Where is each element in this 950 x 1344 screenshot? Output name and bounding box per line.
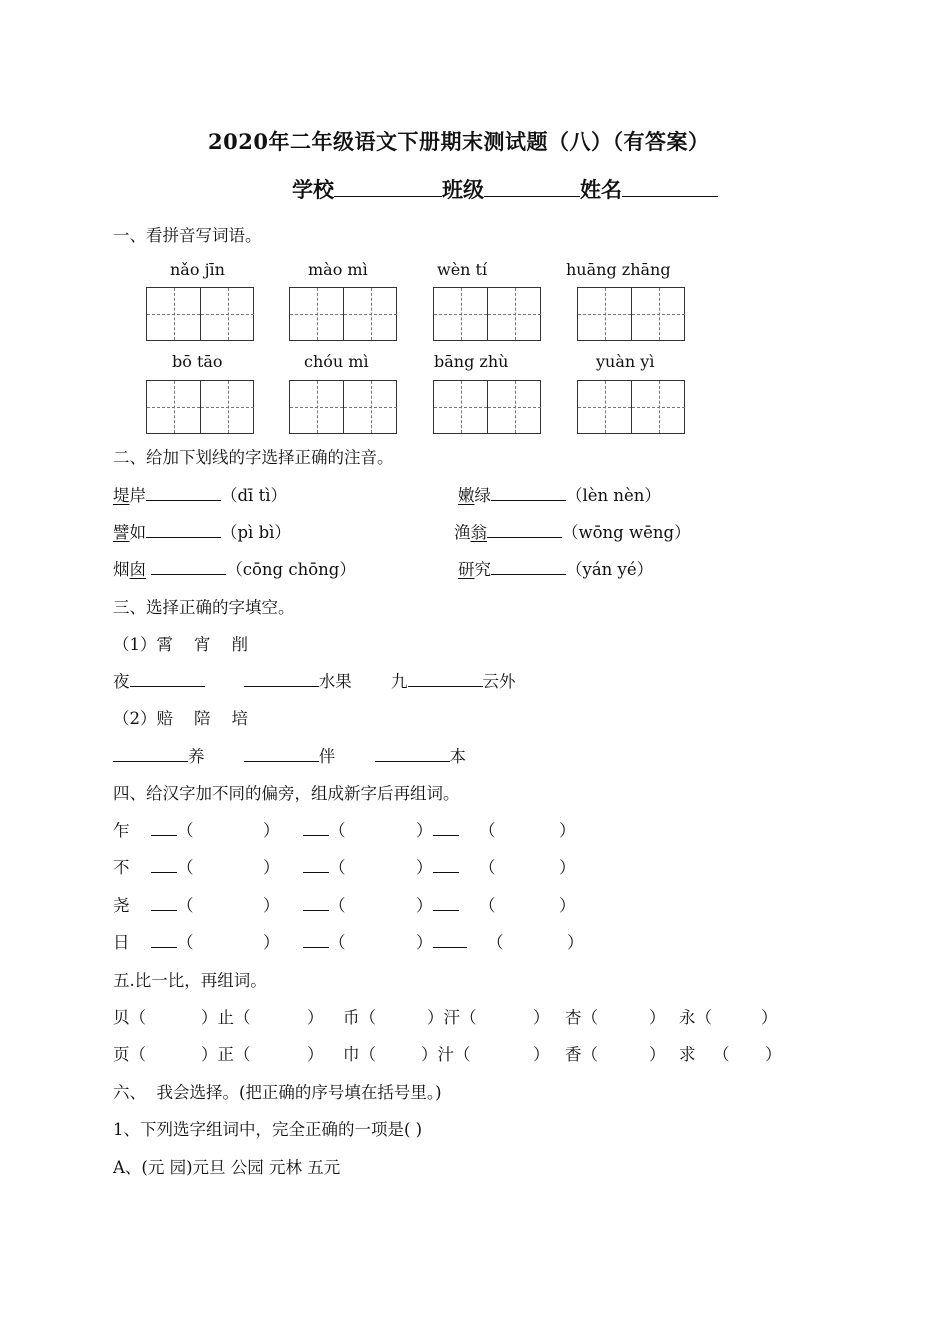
section6-heading: 六、 我会选择。(把正确的序号填在括号里。) [113, 1083, 442, 1102]
answer-blank[interactable] [113, 747, 188, 762]
radical-row: 不 （ ） （ ） （ ） [113, 858, 576, 877]
section5-heading: 五.比一比，再组词。 [113, 971, 267, 990]
writing-grid[interactable] [146, 287, 254, 341]
answer-blank[interactable] [151, 821, 177, 836]
answer-blank[interactable] [151, 933, 177, 948]
writing-grid[interactable] [577, 380, 685, 434]
writing-grid[interactable] [289, 287, 397, 341]
answer-blank[interactable] [303, 896, 329, 911]
name-blank[interactable] [622, 174, 718, 197]
answer-blank[interactable] [130, 672, 205, 687]
pinyin: bāng zhù [434, 352, 509, 371]
compare-row: 贝（ ）止（ ） 币（ ）汗（ ） 杏（ ） 永（ ） [113, 1008, 778, 1027]
pinyin-choice-item: 堤岸 （dī tì） [113, 486, 287, 505]
section1-heading: 一、看拼音写词语。 [113, 226, 262, 245]
student-info-line [292, 174, 718, 204]
compare-row: 页（ ）正（ ） 巾（ ）汁（ ） 香（ ） 求 （ ） [113, 1045, 782, 1064]
answer-blank[interactable] [303, 858, 329, 873]
pinyin: nǎo jīn [170, 260, 225, 279]
writing-grid[interactable] [433, 287, 541, 341]
answer-blank[interactable] [146, 523, 221, 538]
radical-row: 乍 （ ） （ ） （ ） [113, 821, 576, 840]
class-label: 班级 [442, 177, 484, 202]
school-blank[interactable] [334, 174, 442, 197]
pinyin-choice-item: 烟囱 （cōng chōng） [113, 560, 356, 579]
name-label: 姓名 [580, 177, 622, 202]
pinyin: bō tāo [172, 352, 223, 371]
radical-row: 尧 （ ） （ ） （ ） [113, 896, 576, 915]
answer-blank[interactable] [151, 560, 226, 575]
answer-blank[interactable] [487, 523, 562, 538]
q2-choices: （2）赔 陪 培 [113, 709, 248, 728]
fill-blank-row: 养 伴 本 [113, 743, 466, 767]
class-blank[interactable] [484, 174, 580, 197]
answer-blank[interactable] [433, 896, 459, 911]
pinyin: huāng zhāng [566, 260, 671, 279]
answer-blank[interactable] [491, 486, 566, 501]
pinyin-choice-item: 嫩绿 （lèn nèn） [458, 486, 661, 505]
writing-grid[interactable] [146, 380, 254, 434]
answer-blank[interactable] [491, 560, 566, 575]
pinyin: chóu mì [304, 352, 369, 371]
writing-grid[interactable] [433, 380, 541, 434]
answer-blank[interactable] [375, 747, 450, 762]
section4-heading: 四、给汉字加不同的偏旁，组成新字后再组词。 [113, 784, 460, 803]
pinyin: mào mì [308, 260, 368, 279]
answer-blank[interactable] [433, 933, 467, 948]
answer-blank[interactable] [244, 672, 319, 687]
answer-blank[interactable] [151, 858, 177, 873]
fill-blank-row: 夜 水果 九 云外 [113, 672, 516, 691]
pinyin-choice-item: 渔翁 （wōng wēng） [454, 523, 691, 542]
question-1: 1、下列选字组词中，完全正确的一项是( ) [113, 1120, 423, 1139]
writing-grid[interactable] [289, 380, 397, 434]
answer-blank[interactable] [151, 896, 177, 911]
pinyin: yuàn yì [596, 352, 655, 371]
answer-blank[interactable] [244, 747, 319, 762]
q1-choices: （1）霄 宵 削 [113, 635, 248, 654]
answer-blank[interactable] [433, 821, 459, 836]
radical-row: 日 （ ） （ ） （ ） [113, 933, 584, 952]
page-title: 2020年二年级语文下册期末测试题（八）（有答案） [208, 129, 710, 154]
answer-blank[interactable] [408, 672, 483, 687]
school-label: 学校 [292, 177, 334, 202]
answer-blank[interactable] [146, 486, 221, 501]
pinyin-choice-item: 譬如 （pì bì） [113, 523, 291, 542]
pinyin: wèn tí [437, 260, 488, 279]
option-a: A、(元 园)元旦 公园 元林 五元 [113, 1158, 341, 1177]
writing-grid[interactable] [577, 287, 685, 341]
section3-heading: 三、选择正确的字填空。 [113, 598, 295, 617]
section2-heading: 二、给加下划线的字选择正确的注音。 [113, 448, 394, 467]
answer-blank[interactable] [303, 933, 329, 948]
answer-blank[interactable] [303, 821, 329, 836]
pinyin-choice-item: 研究 （yán yé） [458, 560, 654, 579]
answer-blank[interactable] [433, 858, 459, 873]
